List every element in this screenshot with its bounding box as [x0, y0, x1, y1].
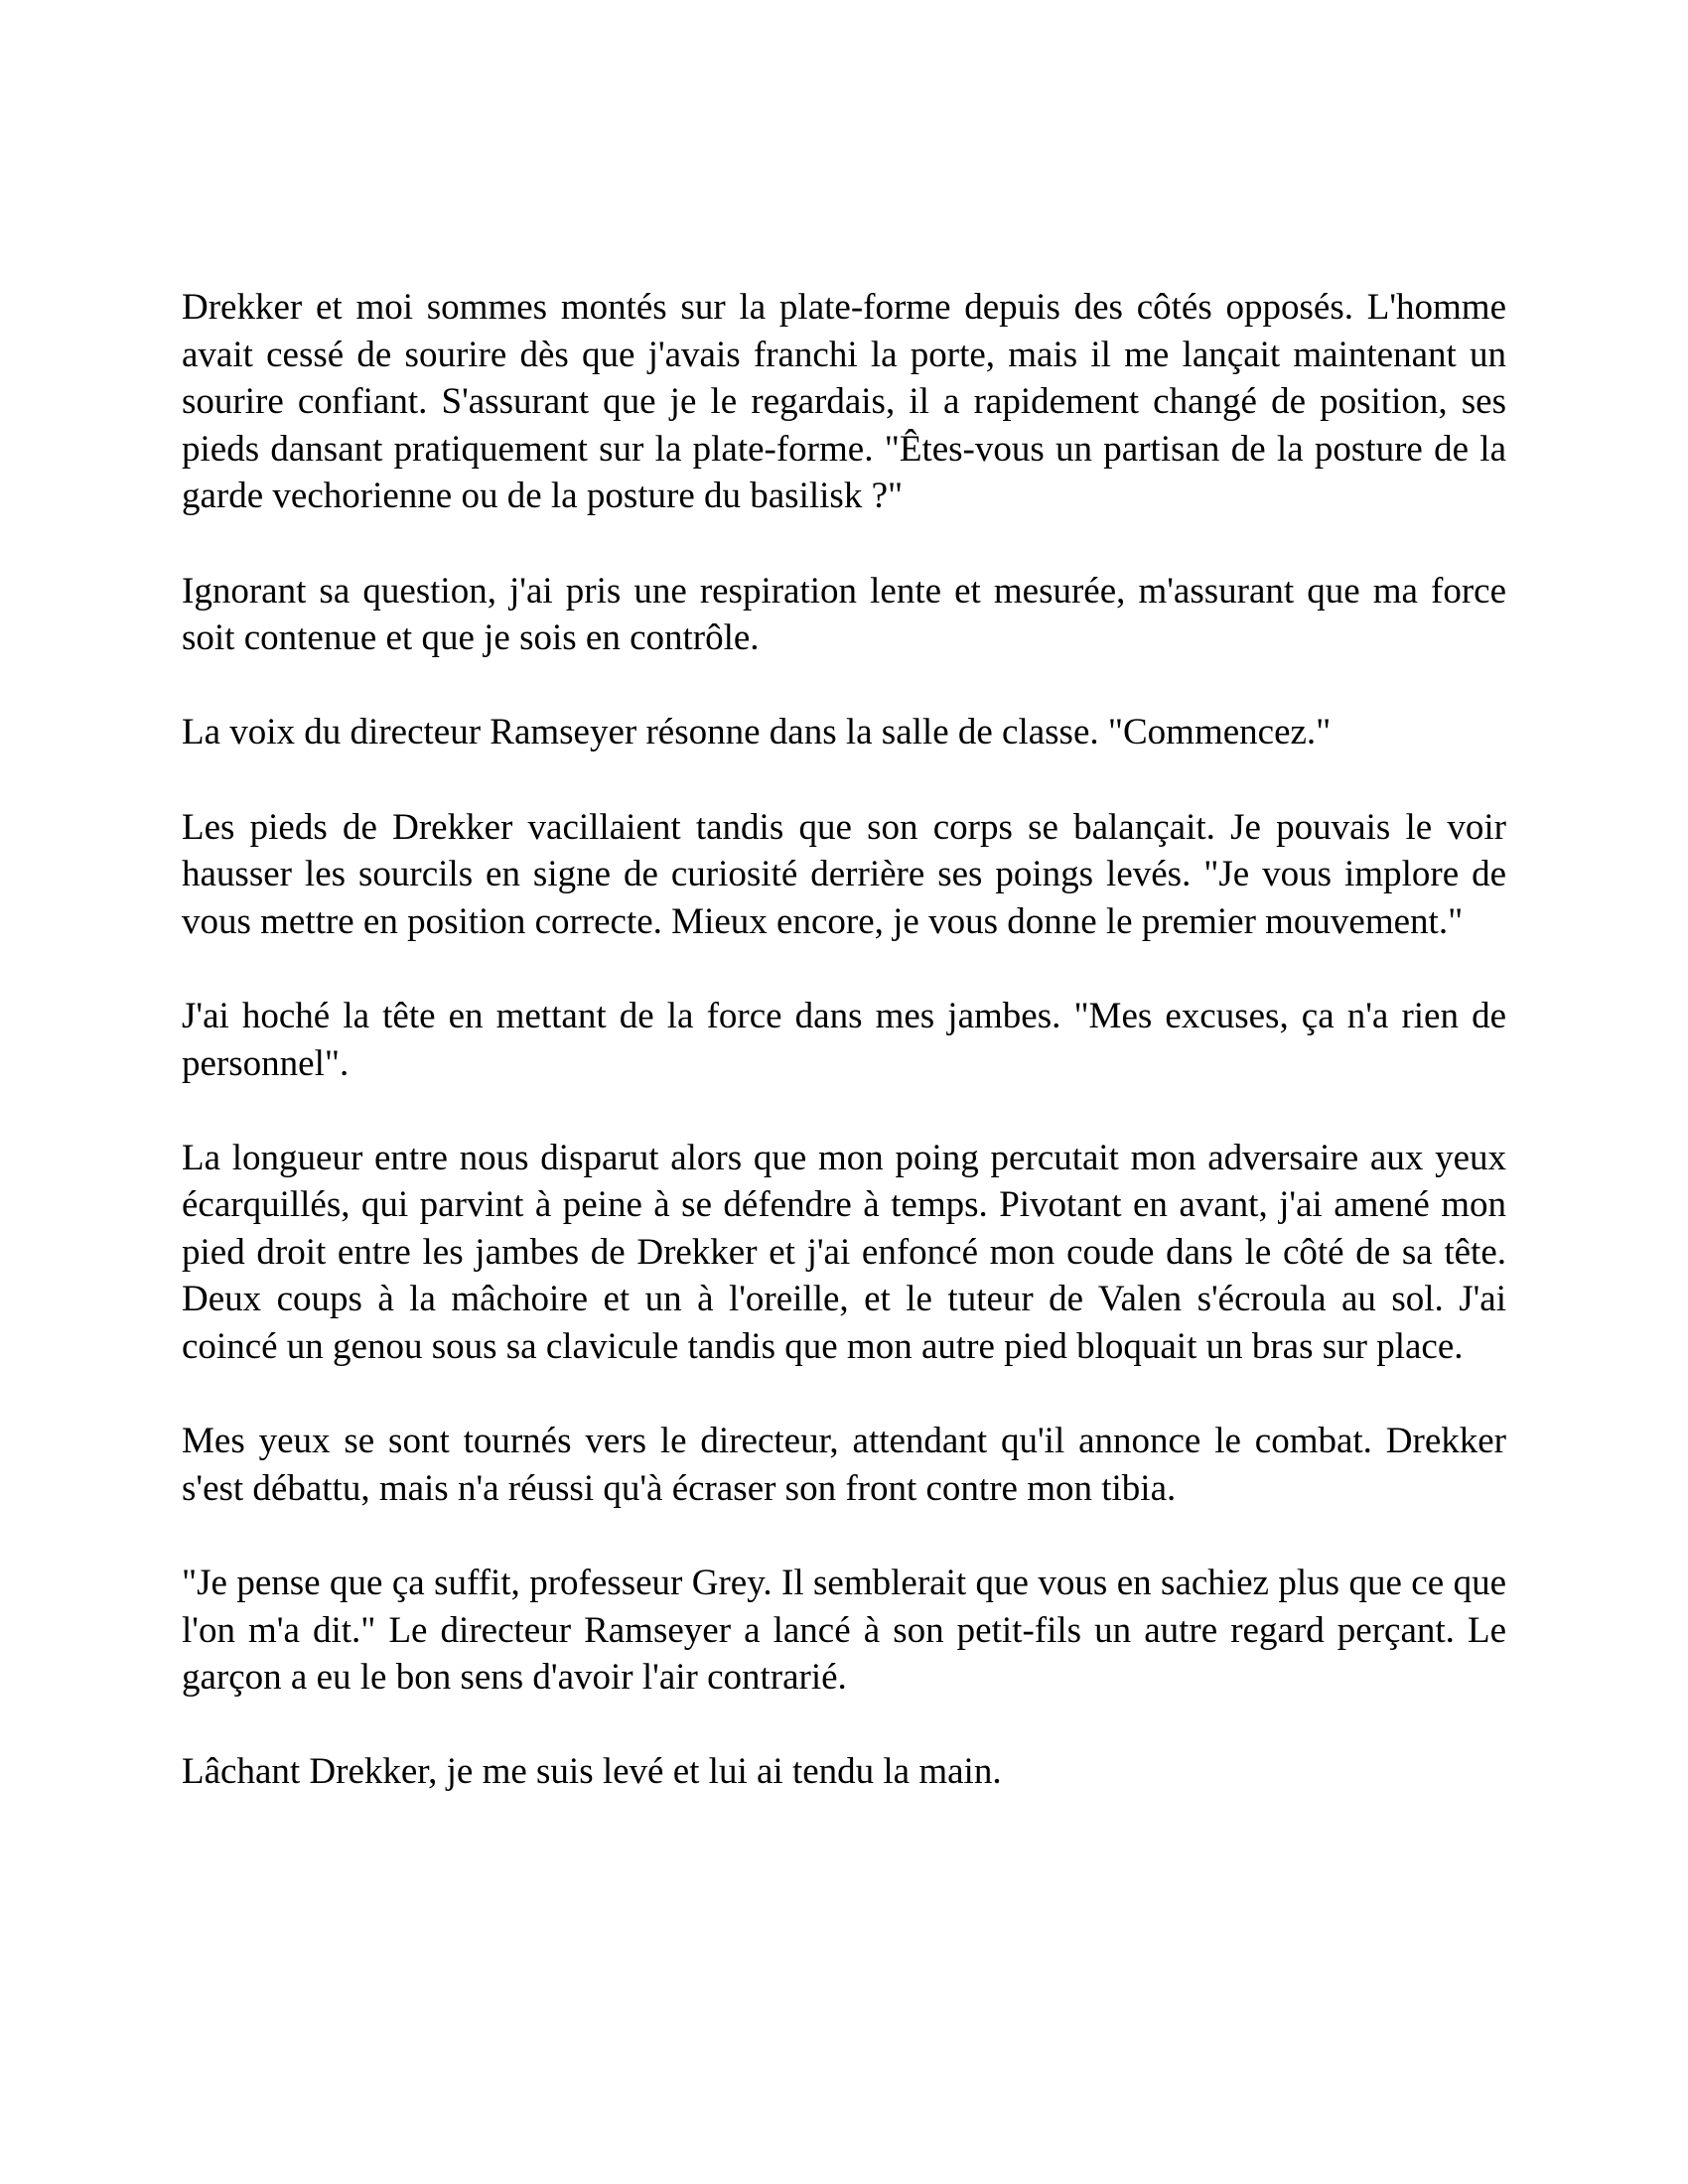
document-page	[182, 284, 1506, 1843]
paragraph-3: La voix du directeur Ramseyer résonne dans la salle de classe. "Commencez."	[182, 712, 1332, 753]
paragraph-2: Ignorant sa question, j'ai pris une respiration lente et mesurée, m'assurant que ma force soit contenue et que je sois en contrôle.	[182, 570, 1506, 659]
paragraph-8: "Je pense que ça suffit, professeur Grey. Il semblerait que vous en sachiez plus que ce que l'on m'a dit." Le directeur Ramseyer a lancé à son petit-fils un autre regard perçant. Le garçon a eu le bon sens d'avoir l'air contrarié.	[182, 1563, 1506, 1699]
paragraph-7: Mes yeux se sont tournés vers le directeur, attendant qu'il annonce le combat. Drekker s'est débattu, mais n'a réussi qu'à écraser son front contre mon tibia.	[182, 1421, 1506, 1509]
paragraph-5: J'ai hoché la tête en mettant de la force dans mes jambes. "Mes excuses, ça n'a rien de personnel".	[182, 995, 1506, 1084]
paragraph-6: La longueur entre nous disparut alors que mon poing percutait mon adversaire aux yeux écarquillés, qui parvint à peine à se défendre à temps. Pivotant en avant, j'ai amené mon pied droit entre les jambes de Drekker et j'ai enfoncé mon coude dans le côté de sa tête. Deux coups à la mâchoire et un à l'oreille, et le tuteur de Valen s'écroula au sol. J'ai coincé un genou sous sa clavicule tandis que mon autre pied bloquait un bras sur place.	[182, 1137, 1506, 1368]
paragraph-9: Lâchant Drekker, je me suis levé et lui ai tendu la main.	[182, 1751, 1002, 1793]
paragraph-1: Drekker et moi sommes montés sur la plate-forme depuis des côtés opposés. L'homme avait cessé de sourire dès que j'avais franchi la porte, mais il me lançait maintenant un sourire confiant. S'assurant que je le regardais, il a rapidement changé de position, ses pieds dansant pratiquement sur la plate-forme. "Êtes-vous un partisan de la posture de la garde vechorienne ou de la posture du basilisk ?"	[182, 287, 1506, 517]
paragraph-4: Les pieds de Drekker vacillaient tandis que son corps se balançait. Je pouvais le voir hausser les sourcils en signe de curiosité derrière ses poings levés. "Je vous implore de vous mettre en position correcte. Mieux encore, je vous donne le premier mouvement."	[182, 806, 1506, 942]
